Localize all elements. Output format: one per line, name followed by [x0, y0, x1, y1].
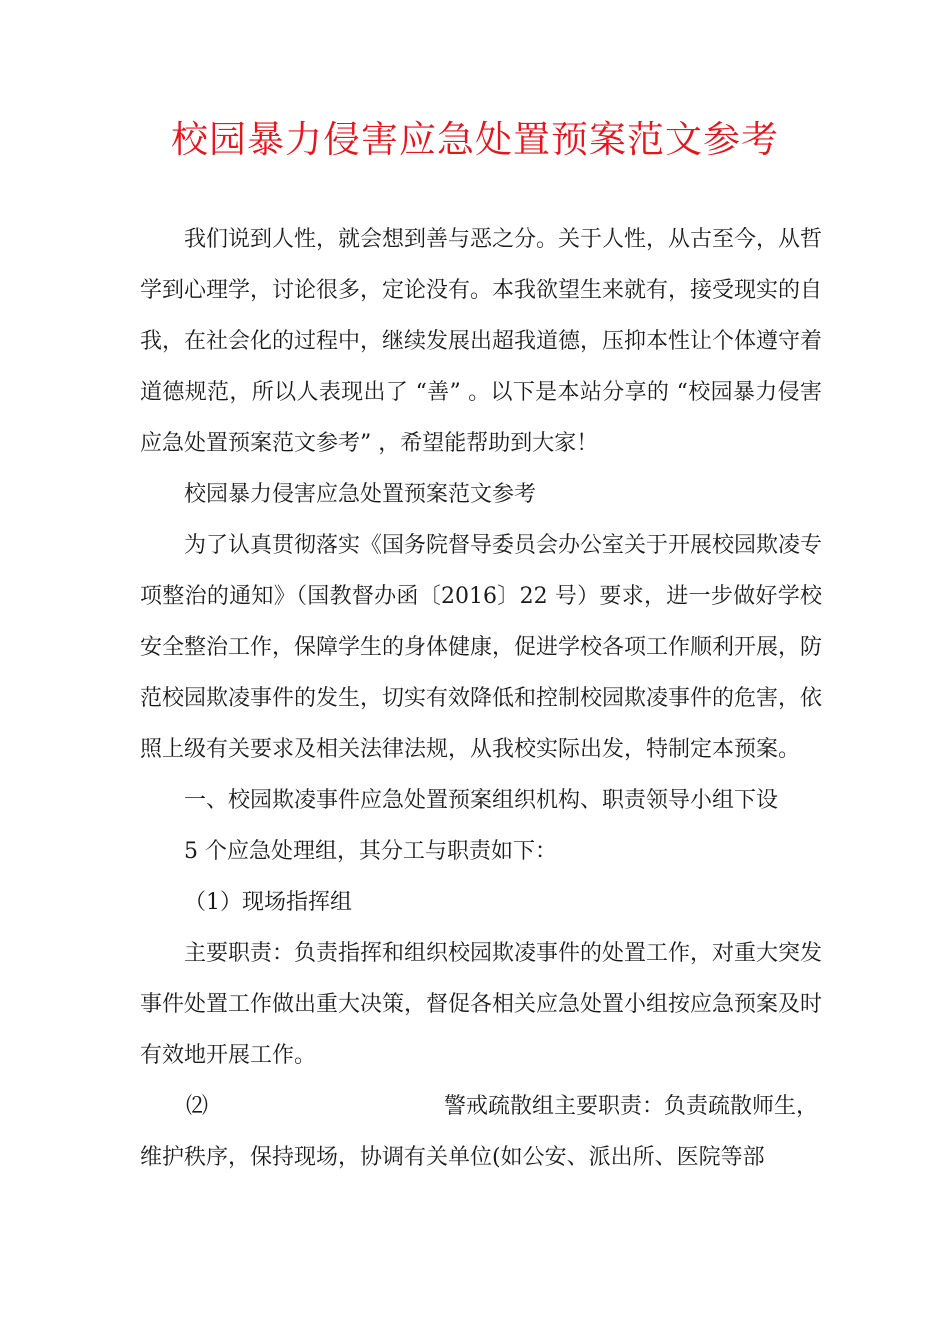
group-2-duties-continuation: 维护秩序，保持现场，协调有关单位(如公安、派出所、医院等部: [140, 1145, 765, 1170]
subtitle-paragraph: 校园暴力侵害应急处置预案范文参考: [184, 482, 537, 507]
group-2-duties-start: 警戒疏散组主要职责：负责疏散师生，: [443, 1094, 818, 1119]
group-count-paragraph: 5 个应急处理组，其分工与职责如下：: [184, 839, 557, 864]
intro-paragraph: 我们说到人性，就会想到善与恶之分。关于人性，从古至今，从哲学到心理学，讨论很多，定论没有。本我欲望生来就有，接受现实的自我，在社会化的过程中，继续发展出超我道德，压抑本性让个体遵守着道德规范，所以人表现出了 “善” 。以下是本站分享的 “校园暴力侵害应急处置预案范文参考” ，希望能帮助到大家！: [140, 227, 823, 456]
group-2-number: ⑵: [186, 1094, 209, 1119]
purpose-paragraph: 为了认真贯彻落实《国务院督导委员会办公室关于开展校园欺凌专项整治的通知》（国教督办函〔2016〕22 号）要求，进一步做好学校安全整治工作，保障学生的身体健康，促进学校各项工作顺利开展，防范校园欺凌事件的发生，切实有效降低和控制校园欺凌事件的危害，依照上级有关要求及相关法律法规，从我校实际出发，特制定本预案。: [140, 533, 823, 762]
group-1-duties: 主要职责：负责指挥和组织校园欺凌事件的处置工作，对重大突发事件处置工作做出重大决策，督促各相关应急处置小组按应急预案及时有效地开展工作。: [140, 941, 823, 1068]
group-1-heading: （1）现场指挥组: [184, 890, 352, 915]
document-title: 校园暴力侵害应急处置预案范文参考: [171, 118, 779, 161]
document-body: [140, 214, 822, 1183]
group-2-line: [140, 1081, 822, 1132]
section-heading-paragraph: 一、校园欺凌事件应急处置预案组织机构、职责领导小组下设: [184, 788, 779, 813]
